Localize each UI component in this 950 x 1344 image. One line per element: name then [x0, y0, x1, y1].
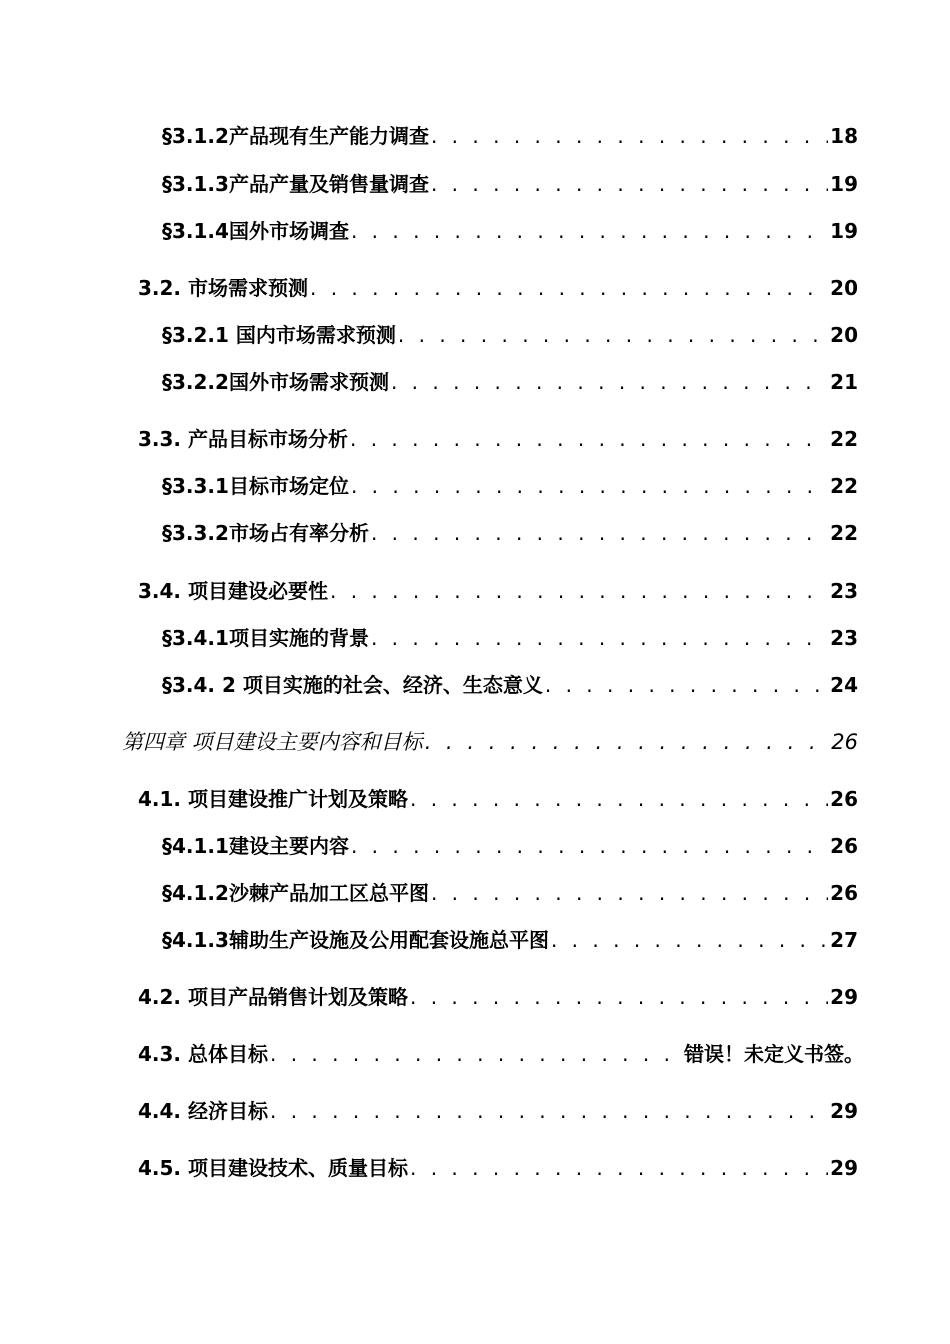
toc-leader [330, 577, 828, 605]
toc-row[interactable] [138, 785, 858, 813]
toc-leader [270, 1040, 682, 1068]
toc-page: 27 [830, 928, 858, 952]
toc-label: §4.1.3辅助生产设施及公用配套设施总平图 [162, 928, 549, 952]
toc-row[interactable] [122, 728, 858, 756]
toc-label: 4.4. 经济目标 [138, 1099, 268, 1123]
toc-page: 21 [830, 370, 858, 394]
toc-row[interactable] [162, 879, 858, 907]
toc-page: 22 [830, 474, 858, 498]
toc-label: 3.3. 产品目标市场分析 [138, 427, 348, 451]
toc-label: §3.1.2产品现有生产能力调查 [162, 124, 429, 148]
toc-row[interactable] [162, 217, 858, 245]
toc-row[interactable] [162, 926, 858, 954]
toc-page: 29 [830, 985, 858, 1009]
toc-page: 22 [830, 427, 858, 451]
toc-leader [431, 879, 828, 907]
toc-leader [351, 217, 828, 245]
toc-leader [351, 832, 828, 860]
toc-page: 26 [830, 787, 858, 811]
toc-page: 26 [831, 730, 858, 754]
toc-leader [410, 1154, 828, 1182]
toc-leader [410, 983, 828, 1011]
toc-leader [431, 122, 828, 150]
toc-page: 22 [830, 521, 858, 545]
toc-leader [431, 170, 828, 198]
toc-label: 4.1. 项目建设推广计划及策略 [138, 787, 408, 811]
toc-page: 20 [830, 276, 858, 300]
toc-row[interactable] [162, 624, 858, 652]
toc-leader [270, 1097, 828, 1125]
toc-leader [310, 274, 828, 302]
toc-page: 29 [830, 1099, 858, 1123]
toc-row[interactable] [138, 1097, 858, 1125]
toc-row[interactable] [138, 274, 858, 302]
toc-page-error: 错误！未定义书签。 [684, 1042, 864, 1066]
toc-leader [371, 519, 828, 547]
toc-row[interactable] [162, 368, 858, 396]
toc-row[interactable] [138, 425, 858, 453]
toc-row[interactable] [162, 671, 858, 699]
toc-leader [545, 671, 828, 699]
toc-row[interactable] [162, 519, 858, 547]
toc-row[interactable] [162, 472, 858, 500]
toc-label: §3.1.4国外市场调查 [162, 219, 349, 243]
toc-leader [391, 368, 828, 396]
toc-leader [410, 785, 828, 813]
toc-label: §3.3.2市场占有率分析 [162, 521, 369, 545]
toc-label: 4.5. 项目建设技术、质量目标 [138, 1156, 408, 1180]
toc-label: §3.4.1项目实施的背景 [162, 626, 369, 650]
toc-label: §4.1.2沙棘产品加工区总平图 [162, 881, 429, 905]
toc-row[interactable] [162, 122, 858, 150]
toc-leader [425, 728, 830, 756]
toc-label: §3.3.1目标市场定位 [162, 474, 349, 498]
toc-label: 4.2. 项目产品销售计划及策略 [138, 985, 408, 1009]
toc-page: 29 [830, 1156, 858, 1180]
toc-label: §3.2.2国外市场需求预测 [162, 370, 389, 394]
toc-page: 26 [830, 881, 858, 905]
toc-label: 3.4. 项目建设必要性 [138, 579, 328, 603]
toc-leader [351, 472, 828, 500]
toc-label: 第四章 项目建设主要内容和目标 [122, 730, 423, 754]
toc-page: 20 [830, 323, 858, 347]
toc-row[interactable] [162, 832, 858, 860]
toc-label: 3.2. 市场需求预测 [138, 276, 308, 300]
toc-label: §4.1.1建设主要内容 [162, 834, 349, 858]
toc-leader [350, 425, 828, 453]
toc-page: 19 [830, 219, 858, 243]
toc-page: 18 [830, 124, 858, 148]
toc-leader [371, 624, 828, 652]
toc-row[interactable] [138, 983, 858, 1011]
toc-page: 19 [830, 172, 858, 196]
toc-leader [398, 321, 828, 349]
toc-page: 24 [830, 673, 858, 697]
toc-row[interactable] [138, 577, 858, 605]
toc-label: §3.4. 2 项目实施的社会、经济、生态意义 [162, 673, 543, 697]
toc-row[interactable] [162, 321, 858, 349]
toc-row[interactable] [138, 1154, 858, 1182]
toc-row[interactable] [138, 1040, 864, 1068]
toc-label: §3.2.1 国内市场需求预测 [162, 323, 396, 347]
toc-page: 23 [830, 579, 858, 603]
toc-page: 26 [830, 834, 858, 858]
toc-row[interactable] [162, 170, 858, 198]
toc-label: 4.3. 总体目标 [138, 1042, 268, 1066]
toc-label: §3.1.3产品产量及销售量调查 [162, 172, 429, 196]
toc-leader [551, 926, 828, 954]
toc-page: 23 [830, 626, 858, 650]
